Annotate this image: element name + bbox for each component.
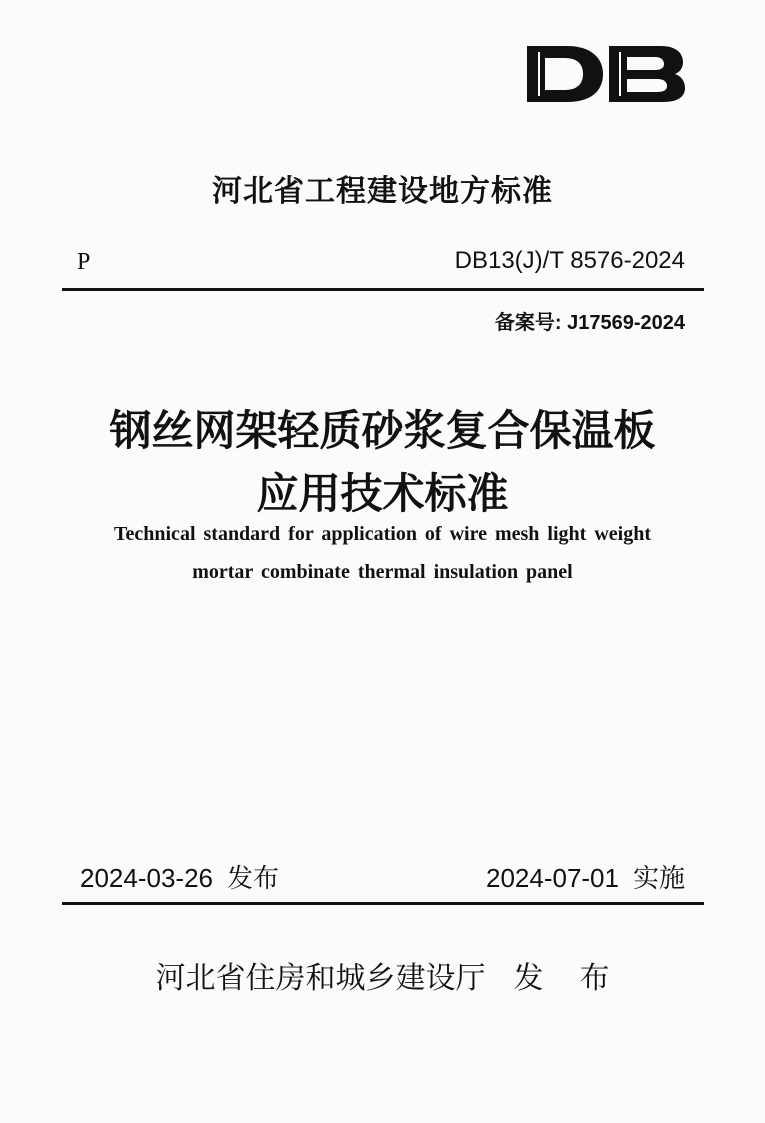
top-divider — [62, 288, 704, 291]
issuing-authority — [0, 953, 765, 997]
issue-date-block — [80, 858, 279, 895]
db-logo-graphic — [523, 40, 689, 106]
issuer-verb-1: 发 — [513, 961, 544, 996]
implementation-label: 实施 — [632, 863, 685, 893]
db-logo — [523, 40, 689, 106]
issue-label: 发布 — [227, 863, 280, 893]
bottom-divider — [62, 902, 704, 905]
issue-date: 2024-03-26 — [80, 863, 213, 893]
record-number: 备案号: J17569-2024 — [494, 312, 685, 334]
title-english-line-1: Technical standard for application of wire mesh light weight — [114, 523, 651, 545]
title-chinese-line-2: 应用技术标准 — [256, 469, 509, 518]
standard-category: 河北省工程建设地方标准 — [212, 174, 553, 209]
title-chinese-line-1: 钢丝网架轻质砂浆复合保温板 — [109, 406, 656, 455]
classification-code: P — [77, 249, 91, 275]
issuer-name: 河北省住房和城乡建设厅 — [155, 961, 486, 996]
title-english-line-2: mortar combinate thermal insulation panel — [192, 561, 573, 583]
implementation-date-block — [486, 858, 685, 895]
standard-number: DB13(J)/T 8576-2024 — [454, 247, 685, 274]
implementation-date: 2024-07-01 — [485, 863, 619, 893]
issuer-verb-2: 布 — [579, 961, 610, 996]
